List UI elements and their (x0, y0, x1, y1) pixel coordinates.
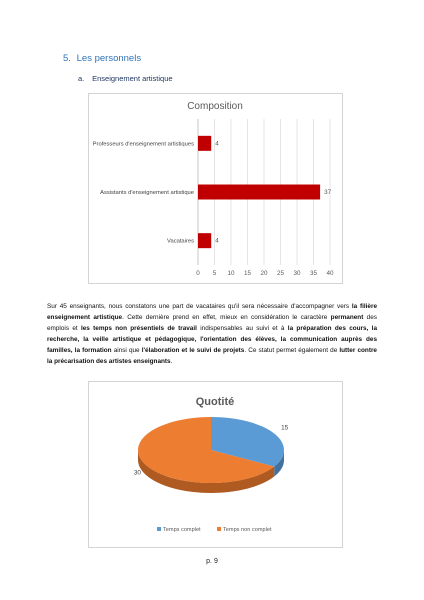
section-heading (63, 53, 141, 64)
x-tick-label: 30 (293, 270, 301, 277)
data-label: 37 (324, 189, 332, 196)
category-label: Professeurs d'enseignement artistiques (92, 141, 194, 148)
paragraph-bold-run: l'élaboration et le suivi de projets (141, 347, 245, 354)
chart-title: Composition (187, 101, 243, 112)
paragraph-run: . (170, 358, 173, 365)
quotite-chart-svg (89, 382, 342, 547)
x-tick-label: 5 (212, 270, 217, 277)
paragraph-run: . Cette dernière prend en effet, mieux en considération le caractère (122, 314, 331, 321)
composition-chart (88, 93, 343, 284)
legend-label: Temps complet (163, 527, 201, 533)
paragraph-bold-run: la préparation des cours, la recherche, la veille artistique et pédagogique, l'orientation des élèves, la communication auprès des familles, la formation (47, 325, 378, 354)
bar (198, 185, 320, 200)
section-title: Les personnels (76, 53, 142, 64)
chart-title: Quotité (195, 396, 235, 408)
x-tick-label: 20 (260, 270, 268, 277)
page-number: p. 9 (206, 558, 218, 565)
x-tick-label: 40 (326, 270, 334, 277)
paragraph-bold-run: les temps non présentiels de travail (80, 325, 197, 332)
x-tick-label: 35 (309, 270, 318, 277)
paragraph-run: ainsi que (111, 347, 142, 354)
subsection-heading (78, 74, 173, 83)
quotite-chart (88, 381, 343, 548)
legend-swatch (157, 527, 161, 531)
x-tick-label: 25 (276, 270, 285, 277)
data-label: 30 (133, 469, 141, 477)
category-label: Assistants d'enseignement artistique (100, 190, 194, 196)
composition-chart-svg (89, 94, 342, 283)
category-label: Vacataires (167, 238, 194, 245)
data-label: 4 (215, 140, 219, 148)
x-tick-label: 0 (196, 270, 200, 277)
paragraph-bold-run: permanent (330, 314, 364, 321)
paragraph-run: Sur 45 enseignants, nous constatons une part de vacataires qu'il sera nécessaire d'accompagner vers (47, 303, 352, 310)
paragraph-run: . Ce statut permet également de (244, 347, 340, 354)
section-number: 5. (63, 53, 71, 64)
paragraph-run: indispensables au suivi et à (196, 325, 288, 332)
subsection-letter: a. (78, 74, 85, 83)
paragraph-run: des emplois et (47, 314, 377, 332)
legend-label: Temps non complet (223, 527, 272, 533)
paragraph-bold-run: la filière enseignement artistique (47, 303, 377, 321)
data-label: 4 (215, 237, 219, 245)
bar (198, 233, 211, 248)
subsection-title: Enseignement artistique (92, 74, 173, 83)
data-label: 15 (281, 424, 289, 432)
x-tick-label: 10 (227, 270, 235, 277)
legend-swatch (217, 527, 221, 531)
x-tick-label: 15 (243, 270, 252, 277)
bar (198, 136, 211, 151)
paragraph-bold-run: lutter contre la précarisation des artistes enseignants (47, 347, 377, 365)
body-paragraph (47, 301, 377, 367)
